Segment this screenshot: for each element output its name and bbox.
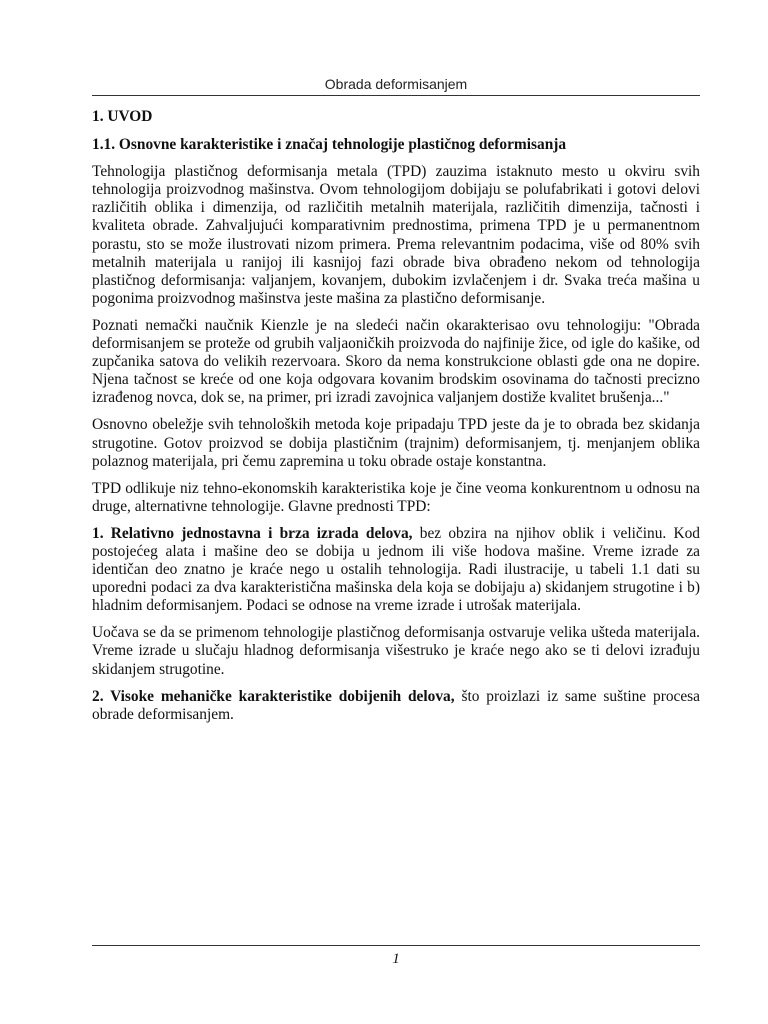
body-paragraph: Tehnologija plastičnog deformisanja metala (TPD) zauzima istaknuto mesto u okviru svih tehnologija proizvodnog mašinstva. Ovom tehnologijom dobijaju se polufabrikati i gotovi delovi različitih oblika i dimenzija, od različitih metalnih materijala, različitih dimenzija, tačnosti i kvaliteta obrade. Zahvaljujući komparativnim prednostima, primena TPD je u permanentnom porastu, sto se može ilustrovati nizom primera. Prema relevantnim podacima, više od 80% svih metalnih materijala u ranijoj ili kasnijoj fazi obrade biva obrađeno nekom od tehnologija plastičnog deformisanja: valjanjem, kovanjem, dubokim izvlačenjem i dr. Svaka treća mašina u pogonima proizvodnog mašinstva jeste mašina za plastično deformisanje. (92, 163, 700, 307)
advantage-item-2 (92, 688, 700, 724)
advantage-text: bez obzira na njihov oblik i veličinu. Kod postojećeg alata i mašine deo se dobija u jednom ili više hodova mašine. Vreme izrade za identičan deo znatno je kraće nego u ostalih tehnologija. Radi ilustracije, u tabeli 1.1 dati su uporedni podaci za dva karakteristična mašinska dela koja se dobijaju a) skidanjem strugotine i b) hladnim deformisanjem. Podaci se odnose na vreme izrade i utrošak materijala. (92, 524, 700, 615)
page-body (92, 108, 700, 733)
chapter-heading: 1. UVOD (92, 108, 153, 125)
advantage-lead: 2. Visoke mehaničke karakteristike dobijenih delova, (92, 687, 455, 705)
advantage-item-1 (92, 525, 700, 615)
section-heading: 1.1. Osnovne karakteristike i značaj tehnologije plastičnog deformisanja (92, 136, 567, 154)
footer-divider (92, 945, 700, 946)
body-paragraph: Poznati nemački naučnik Kienzle je na sledeći način okarakterisao ovu tehnologiju: "Obrada deformisanjem se proteže od grubih valjaoničkih proizvoda do najfinije žice, od igle do kašike, od zupčanika satova do velikih rezervoara. Skoro da nema konstrukcione oblasti gde ona ne dopire. Njena tačnost se kreće od one koja odgovara kovanim brodskim osovinama do tačnosti precizno izrađenog novca, dok se, na primer, pri izradi zavojnica valjanjem dostiže kvalitet brušenja..." (92, 316, 700, 407)
body-paragraph: Uočava se da se primenom tehnologije plastičnog deformisanja ostvaruje velika ušteda materijala. Vreme izrade u slučaju hladnog deformisanja višestruko je kraće nego ako se ti delovi izrađuju skidanjem strugotine. (92, 624, 700, 678)
advantage-text: što proizlazi iz same suštine procesa obrade deformisanjem. (92, 687, 700, 723)
running-header: Obrada deformisanjem (324, 76, 468, 92)
body-paragraph: Osnovno obeležje svih tehnoloških metoda koje pripadaju TPD jeste da je to obrada bez skidanja strugotine. Gotov proizvod se dobija plastičnim (trajnim) deformisanjem, tj. menjanjem oblika polaznog materijala, pri čemu zapremina u toku obrade ostaje konstantna. (92, 416, 700, 470)
header-divider (92, 95, 700, 96)
page-number: 1 (392, 951, 400, 967)
body-paragraph: TPD odlikuje niz tehno-ekonomskih karakteristika koje je čine veoma konkurentnom u odnosu na druge, alternativne tehnologije. Glavne prednosti TPD: (92, 479, 700, 515)
advantage-lead: 1. Relativno jednostavna i brza izrada delova, (92, 524, 413, 542)
